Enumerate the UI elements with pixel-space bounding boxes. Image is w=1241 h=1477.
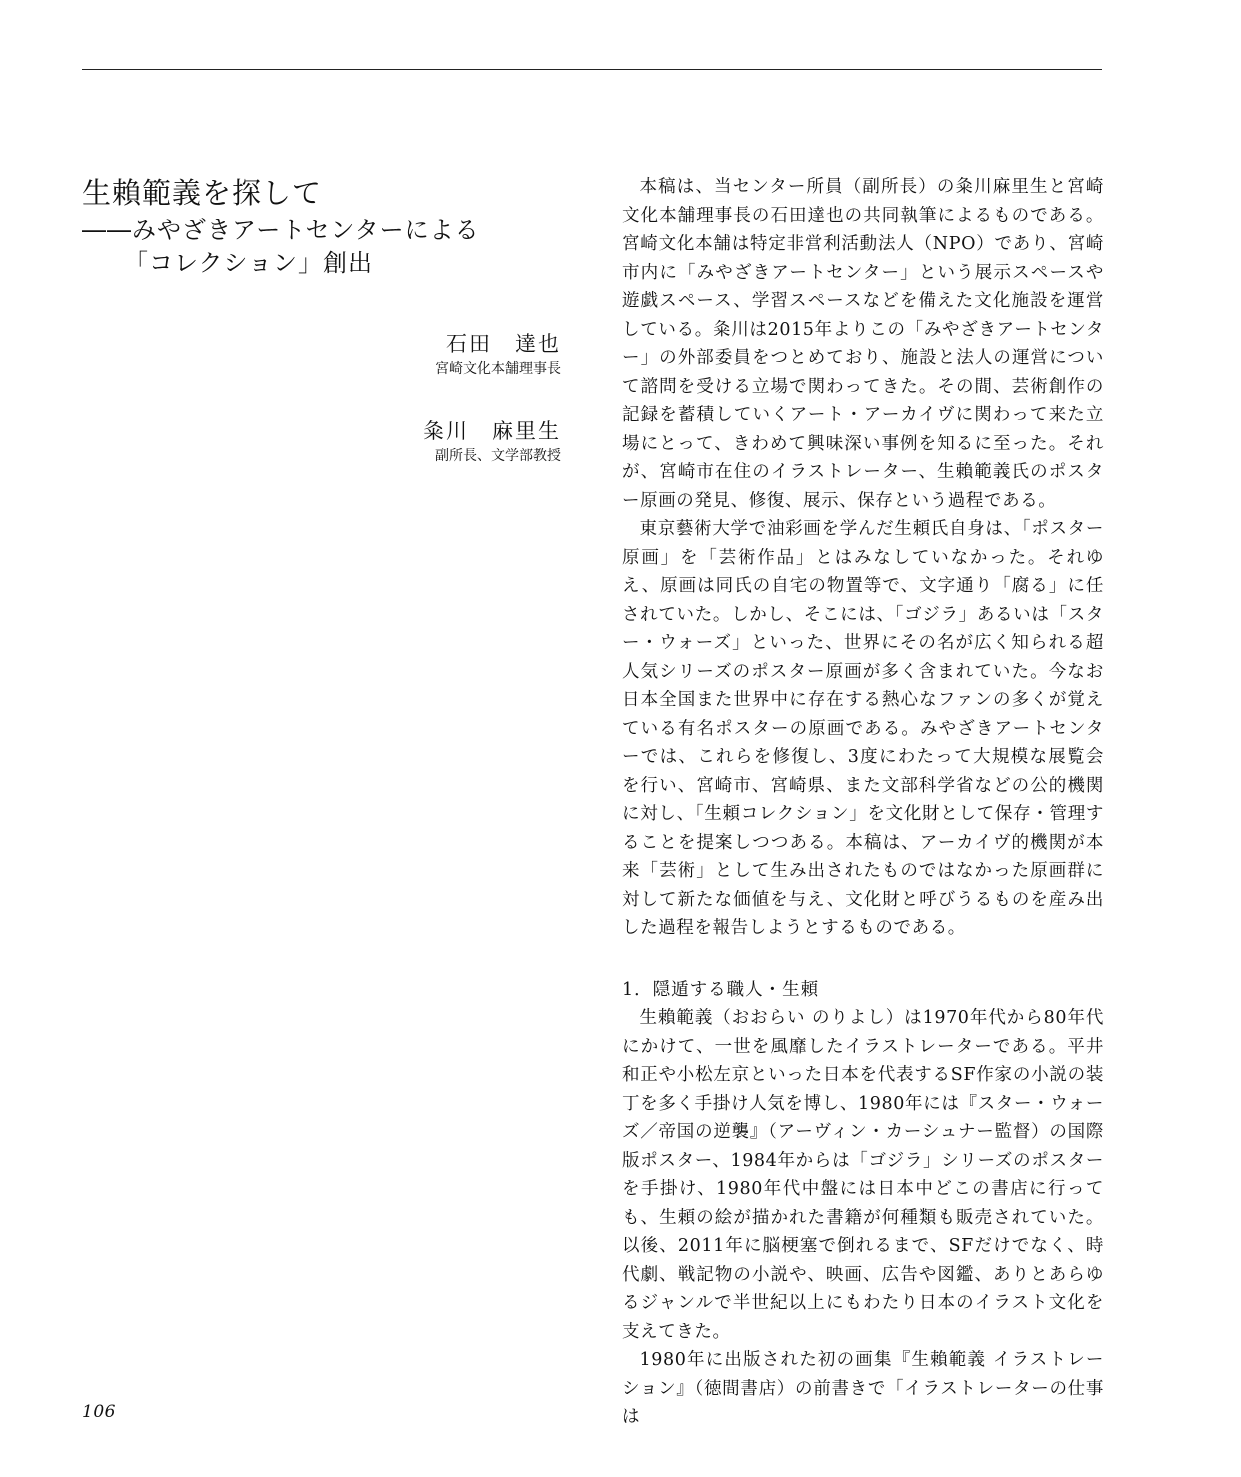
body-text-column — [622, 173, 1104, 1432]
body-paragraph: 本稿は、当センター所員（副所長）の粂川麻里生と宮崎文化本舗理事長の石田達也の共同執筆によるものである。宮崎文化本舗は特定非営利活動法人（NPO）であり、宮崎市内に「みやざきアートセンター」という展示スペースや遊戯スペース、学習スペースなどを備えた文化施設を運営している。粂川は2015年よりこの「みやざきアートセンター」の外部委員をつとめており、施設と法人の運営について諮問を受ける立場で関わってきた。その間、芸術創作の記録を蓄積していくアート・アーカイヴに関わって来た立場にとって、きわめて興味深い事例を知るに至った。それが、宮崎市在住のイラストレーター、生賴範義氏のポスター原画の発見、修復、展示、保存という過程である。 — [622, 177, 1104, 511]
author-name: 石田 達也 — [446, 332, 561, 356]
body-paragraph: 生賴範義（おおらい のりよし）は1970年代から80年代にかけて、一世を風靡したイラストレーターである。平井和正や小松左京といった日本を代表するSF作家の小説の装丁を多く手掛け人気を博し、1980年には『スター・ウォーズ／帝国の逆襲』（アーヴィン・カーシュナー監督）の国際版ポスター、1984年からは「ゴジラ」シリーズのポスターを手掛け、1980年代中盤には日本中どこの書店に行っても、生頼の絵が描かれた書籍が何種類も販売されていた。以後、2011年に脳梗塞で倒れるまで、SFだけでなく、時代劇、戦記物の小説や、映画、広告や図鑑、ありとあらゆるジャンルで半世紀以上にもわたり日本のイラスト文化を支えてきた。 — [622, 1008, 1104, 1342]
article-title: 生賴範義を探して — [82, 176, 323, 210]
author-block-1 — [435, 330, 561, 380]
body-paragraph: 東京藝術大学で油彩画を学んだ生頼氏自身は、「ポスター原画」を「芸術作品」とはみなしていなかった。それゆえ、原画は同氏の自宅の物置等で、文字通り「腐る」に任されていた。しかし、そこには、「ゴジラ」あるいは「スター・ウォーズ」といった、世界にその名が広く知られる超人気シリーズのポスター原画が多く含まれていた。今なお日本全国また世界中に存在する熱心なファンの多くが覚えている有名ポスターの原画である。みやざきアートセンターでは、これらを修復し、3度にわたって大規模な展覧会を行い、宮崎市、宮崎県、また文部科学省などの公的機関に対し、「生頼コレクション」を文化財として保存・管理することを提案しつつある。本稿は、アーカイヴ的機関が本来「芸術」として生み出されたものではなかった原画群に対して新たな価値を与え、文化財と呼びうるものを産み出した過程を報告しようとするものである。 — [622, 519, 1104, 938]
author-affiliation: 副所長、文学部教授 — [435, 448, 561, 464]
body-paragraph: 1980年に出版された初の画集『生賴範義 イラストレーション』（徳間書店）の前書きで「イラストレーターの仕事は — [622, 1350, 1104, 1427]
page-number: 106 — [82, 1402, 116, 1422]
author-block-2 — [423, 417, 561, 467]
article-subtitle-line-2: 「コレクション」創出 — [124, 249, 374, 277]
article-subtitle-line-1: ――みやざきアートセンターによる — [82, 216, 480, 244]
top-rule — [82, 69, 1102, 70]
section-heading: 1．隠遁する職人・生頼 — [622, 979, 820, 1000]
author-affiliation: 宮崎文化本舗理事長 — [435, 361, 561, 377]
title-block — [82, 172, 582, 280]
author-name: 粂川 麻里生 — [423, 419, 561, 443]
